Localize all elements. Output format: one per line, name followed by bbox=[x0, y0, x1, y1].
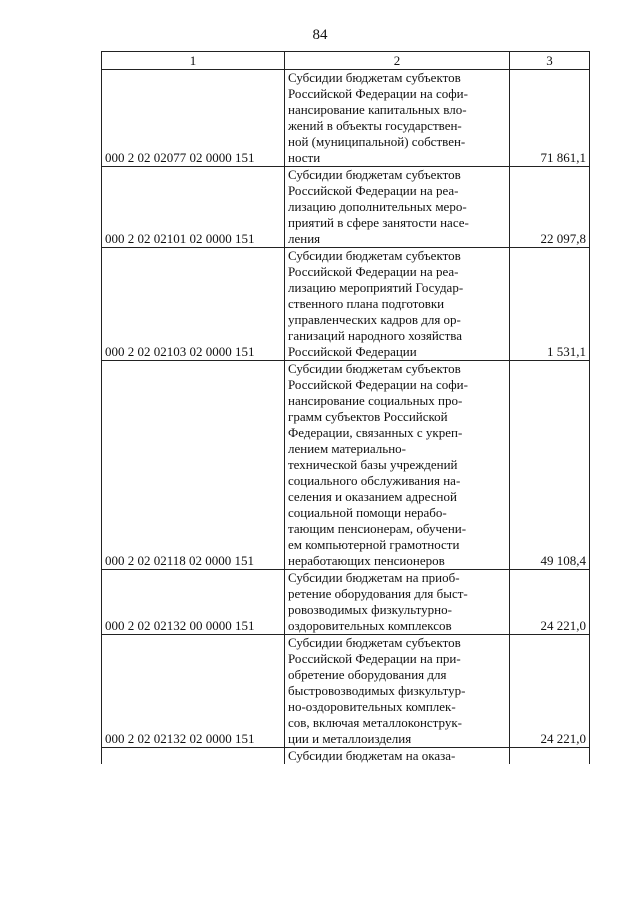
description-line: Субсидии бюджетам на оказа- bbox=[288, 748, 456, 763]
table-header-row bbox=[102, 52, 590, 70]
table-row bbox=[102, 70, 590, 167]
budget-code-cell: 000 2 02 02101 02 0000 151 bbox=[102, 167, 285, 248]
description-line: сов, включая металлоконструк- bbox=[288, 715, 462, 730]
description-line: социальной помощи нерабо- bbox=[288, 505, 447, 520]
amount-cell: 71 861,1 bbox=[510, 70, 590, 167]
description-line: ем компьютерной грамотности bbox=[288, 537, 460, 552]
description-line: обретение оборудования для bbox=[288, 667, 447, 682]
description-line: ретение оборудования для быст- bbox=[288, 586, 468, 601]
description-line: управленческих кадров для ор- bbox=[288, 312, 461, 327]
amount-cell: 1 531,1 bbox=[510, 248, 590, 361]
table-row bbox=[102, 570, 590, 635]
budget-code-cell: 000 2 02 02103 02 0000 151 bbox=[102, 248, 285, 361]
description-line: быстровозводимых физкультур- bbox=[288, 683, 466, 698]
table-row bbox=[102, 748, 590, 765]
description-line: тающим пенсионерам, обучени- bbox=[288, 521, 467, 536]
description-line: Субсидии бюджетам субъектов bbox=[288, 248, 461, 263]
description-line: Российской Федерации на софи- bbox=[288, 86, 468, 101]
column-header-code: 1 bbox=[102, 52, 285, 70]
description-line: ственного плана подготовки bbox=[288, 296, 445, 311]
description-line: селения и оказанием адресной bbox=[288, 489, 457, 504]
description-line: ции и металлоизделия bbox=[288, 731, 412, 746]
description-line: ления bbox=[288, 231, 321, 246]
description-line: но-оздоровительных комплек- bbox=[288, 699, 456, 714]
description-line: технической базы учреждений bbox=[288, 457, 458, 472]
table-body bbox=[102, 70, 590, 765]
page-number: 84 bbox=[312, 27, 328, 43]
amount-cell: 22 097,8 bbox=[510, 167, 590, 248]
description-cell bbox=[285, 635, 510, 748]
description-line: Субсидии бюджетам субъектов bbox=[288, 361, 461, 376]
description-line: Субсидии бюджетам на приоб- bbox=[288, 570, 460, 585]
description-line: Российской Федерации на реа- bbox=[288, 183, 459, 198]
description-line: неработающих пенсионеров bbox=[288, 553, 445, 568]
description-line: Российской Федерации bbox=[288, 344, 417, 359]
description-line: Российской Федерации на при- bbox=[288, 651, 461, 666]
table-row bbox=[102, 635, 590, 748]
amount-cell: 24 221,0 bbox=[510, 570, 590, 635]
description-line: Российской Федерации на софи- bbox=[288, 377, 468, 392]
budget-table bbox=[101, 51, 590, 764]
description-line: грамм субъектов Российской bbox=[288, 409, 448, 424]
description-line: жений в объекты государствен- bbox=[288, 118, 462, 133]
table-row bbox=[102, 167, 590, 248]
budget-code-cell: 000 2 02 02077 02 0000 151 bbox=[102, 70, 285, 167]
amount-cell bbox=[510, 748, 590, 765]
description-line: Субсидии бюджетам субъектов bbox=[288, 70, 461, 85]
description-line: лизацию мероприятий Государ- bbox=[288, 280, 464, 295]
description-line: Субсидии бюджетам субъектов bbox=[288, 635, 461, 650]
description-cell bbox=[285, 570, 510, 635]
description-cell bbox=[285, 748, 510, 765]
description-line: ности bbox=[288, 150, 321, 165]
amount-cell: 24 221,0 bbox=[510, 635, 590, 748]
description-line: ровозводимых физкультурно- bbox=[288, 602, 452, 617]
description-line: Субсидии бюджетам субъектов bbox=[288, 167, 461, 182]
description-line: приятий в сфере занятости насе- bbox=[288, 215, 469, 230]
description-cell bbox=[285, 361, 510, 570]
description-line: Российской Федерации на реа- bbox=[288, 264, 459, 279]
description-cell bbox=[285, 70, 510, 167]
budget-code-cell: 000 2 02 02132 00 0000 151 bbox=[102, 570, 285, 635]
description-line: лением материально- bbox=[288, 441, 406, 456]
budget-code-cell bbox=[102, 748, 285, 765]
budget-code-cell: 000 2 02 02118 02 0000 151 bbox=[102, 361, 285, 570]
budget-code-cell: 000 2 02 02132 02 0000 151 bbox=[102, 635, 285, 748]
description-line: нансирование капитальных вло- bbox=[288, 102, 467, 117]
description-line: Федерации, связанных с укреп- bbox=[288, 425, 463, 440]
amount-cell: 49 108,4 bbox=[510, 361, 590, 570]
description-line: лизацию дополнительных меро- bbox=[288, 199, 467, 214]
description-line: социального обслуживания на- bbox=[288, 473, 461, 488]
description-cell bbox=[285, 167, 510, 248]
table-row bbox=[102, 361, 590, 570]
description-line: нансирование социальных про- bbox=[288, 393, 463, 408]
description-line: ганизаций народного хозяйства bbox=[288, 328, 462, 343]
description-line: оздоровительных комплексов bbox=[288, 618, 452, 633]
column-header-amount: 3 bbox=[510, 52, 590, 70]
table-row bbox=[102, 248, 590, 361]
description-cell bbox=[285, 248, 510, 361]
column-header-name: 2 bbox=[285, 52, 510, 70]
description-line: ной (муниципальной) собствен- bbox=[288, 134, 466, 149]
